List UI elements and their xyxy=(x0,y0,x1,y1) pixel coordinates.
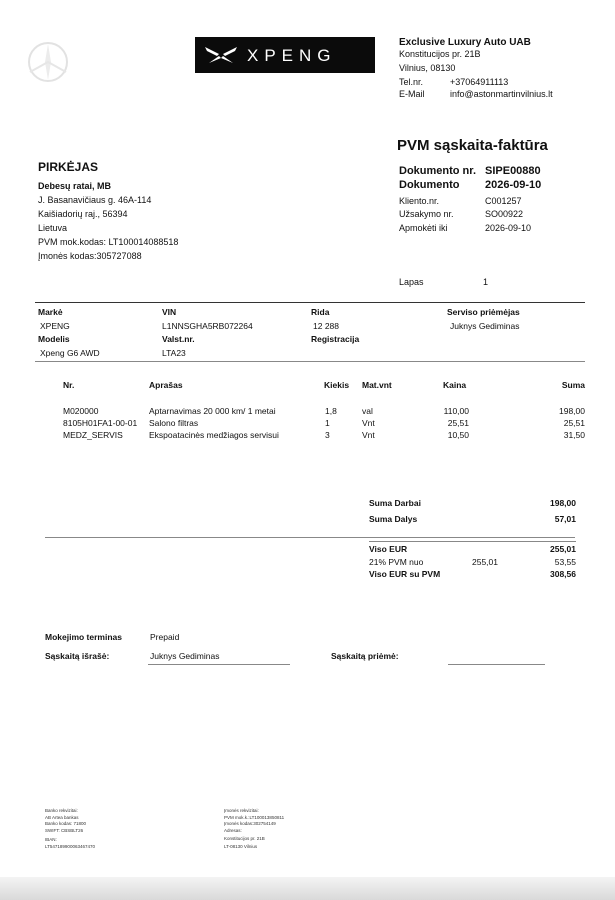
vin-value: L1NNSGHA5RB072264 xyxy=(162,321,253,331)
row-unit: Vnt xyxy=(362,430,375,440)
bank-line: AB Artea bankas xyxy=(45,814,79,820)
total-value: 255,01 xyxy=(550,544,576,554)
company-details xyxy=(224,808,284,850)
client-nr: C001257 xyxy=(485,196,522,206)
xpeng-x-icon xyxy=(203,45,239,65)
row-description: Salono filtras xyxy=(149,418,199,428)
row-code: 8105H01FA1-00-01 xyxy=(63,418,138,428)
bank-line: IBAN: xyxy=(45,837,57,842)
seller-phone: +37064911113 xyxy=(450,77,509,87)
vat-base: 255,01 xyxy=(472,557,498,567)
received-signature-line xyxy=(448,664,545,665)
registration-label: Registracija xyxy=(311,334,360,344)
buyer-name: Debesų ratai, MB xyxy=(38,181,112,191)
issued-signature-line xyxy=(148,664,290,665)
header-quantity: Kiekis xyxy=(324,380,350,390)
row-quantity: 3 xyxy=(325,430,330,440)
grand-total-value: 308,56 xyxy=(550,569,576,579)
seller-phone-label: Tel.nr. xyxy=(399,77,424,87)
company-line: Įmonės rekvizitai: xyxy=(224,808,259,813)
row-unit: val xyxy=(362,406,373,416)
client-nr-label: Kliento.nr. xyxy=(399,196,440,206)
page-label: Lapas xyxy=(399,277,424,287)
company-line: Įmonės kodas:302754149 xyxy=(224,821,276,826)
seller-email-label: E-Mail xyxy=(399,89,425,99)
row-code: M020000 xyxy=(63,406,99,416)
row-sum: 25,51 xyxy=(563,418,585,428)
header-description: Aprašas xyxy=(149,380,183,390)
bank-line: Banko kodas: 71800 xyxy=(45,821,87,826)
buyer-vat-code: PVM mok.kodas: LT100014088518 xyxy=(38,237,179,247)
works-sum-label: Suma Darbai xyxy=(369,498,421,508)
buyer-company-code: Įmonės kodas:305727088 xyxy=(38,251,142,261)
row-sum: 198,00 xyxy=(559,406,585,416)
parts-sum-label: Suma Dalys xyxy=(369,514,418,524)
payment-term-value: Prepaid xyxy=(150,632,180,642)
company-line: Konstitucijos pr. 21B xyxy=(224,836,265,841)
row-price: 10,50 xyxy=(447,430,469,440)
vehicle-bottom-divider xyxy=(35,361,585,362)
service-value: Juknys Gediminas xyxy=(450,321,520,331)
order-nr: SO00922 xyxy=(485,209,524,219)
header-nr: Nr. xyxy=(63,380,75,390)
row-sum: 31,50 xyxy=(563,430,585,440)
doc-date: 2026-09-10 xyxy=(485,179,542,191)
service-label: Serviso priėmėjas xyxy=(447,307,520,317)
make-value: XPENG xyxy=(40,321,70,331)
bank-line: SWIFT: CBSBLT26 xyxy=(45,827,84,833)
vin-label: VIN xyxy=(162,307,177,317)
header-sum: Suma xyxy=(561,380,585,390)
seller-address-1: Konstitucijos pr. 21B xyxy=(399,49,481,59)
buyer-address-2: Kaišiadorių raj., 56394 xyxy=(38,209,128,219)
page-number: 1 xyxy=(483,277,489,287)
company-line: PVM mok.k.:LT100013850811 xyxy=(224,814,285,820)
mileage-label: Rida xyxy=(311,307,330,317)
doc-date-label: Dokumento xyxy=(399,179,460,191)
seller-name: Exclusive Luxury Auto UAB xyxy=(399,37,531,48)
vehicle-top-divider xyxy=(35,302,585,303)
row-price: 110,00 xyxy=(443,406,469,416)
company-line: Adresas: xyxy=(224,827,242,833)
header-unit: Mat.vnt xyxy=(362,380,392,390)
plate-label: Valst.nr. xyxy=(162,334,195,344)
vat-value: 53,55 xyxy=(554,557,576,567)
buyer-heading: PIRKĖJAS xyxy=(38,160,99,174)
bank-line: Banko rekvizitai: xyxy=(45,808,78,813)
pay-until-label: Apmokėti iki xyxy=(399,223,448,233)
buyer-country: Lietuva xyxy=(38,223,68,233)
grand-total-label: Viso EUR su PVM xyxy=(369,569,441,579)
row-quantity: 1,8 xyxy=(325,406,337,416)
company-line: LT-08130 Vilnius xyxy=(224,843,258,849)
pay-until: 2026-09-10 xyxy=(485,223,532,233)
received-by-label: Sąskaitą priėmė: xyxy=(331,651,399,661)
row-price: 25,51 xyxy=(447,418,469,428)
model-value: Xpeng G6 AWD xyxy=(40,348,100,358)
seller-email: info@astonmartinvilnius.lt xyxy=(450,89,553,99)
document-title: PVM sąskaita-faktūra xyxy=(397,137,548,154)
logo-text: XPENG xyxy=(247,46,337,65)
model-label: Modelis xyxy=(38,334,70,344)
issued-by-label: Sąskaitą išrašė: xyxy=(45,651,110,661)
page-bottom-shadow xyxy=(0,877,615,900)
vat-label: 21% PVM nuo xyxy=(369,557,424,567)
order-nr-label: Užsakymo nr. xyxy=(399,209,454,219)
row-unit: Vnt xyxy=(362,418,375,428)
header-price: Kaina xyxy=(443,380,467,390)
parts-sum: 57,01 xyxy=(554,514,576,524)
seller-address-2: Vilnius, 08130 xyxy=(399,63,456,73)
mileage-value: 12 288 xyxy=(313,321,339,331)
doc-nr: SIPE00880 xyxy=(485,165,541,177)
row-quantity: 1 xyxy=(325,418,330,428)
totals-divider xyxy=(45,537,575,538)
works-sum: 198,00 xyxy=(550,498,576,508)
xpeng-logo xyxy=(195,37,375,73)
row-description: Aptarnavimas 20 000 km/ 1 metai xyxy=(149,406,276,416)
total-label: Viso EUR xyxy=(369,544,408,554)
payment-term-label: Mokejimo terminas xyxy=(45,632,122,642)
row-code: MEDZ_SERVIS xyxy=(63,430,123,440)
issued-by-value: Juknys Gediminas xyxy=(150,651,220,661)
doc-nr-label: Dokumento nr. xyxy=(399,165,477,177)
brand-watermark-icon xyxy=(26,40,70,84)
plate-value: LTA23 xyxy=(162,348,186,358)
totals-short-divider xyxy=(369,541,576,542)
row-description: Ekspoatacinės medžiagos servisui xyxy=(149,430,279,440)
buyer-address-1: J. Basanavičiaus g. 46A-114 xyxy=(38,195,152,205)
bank-line: LT547189900063467470 xyxy=(45,843,95,849)
make-label: Markė xyxy=(38,307,63,317)
bank-details xyxy=(45,808,95,850)
